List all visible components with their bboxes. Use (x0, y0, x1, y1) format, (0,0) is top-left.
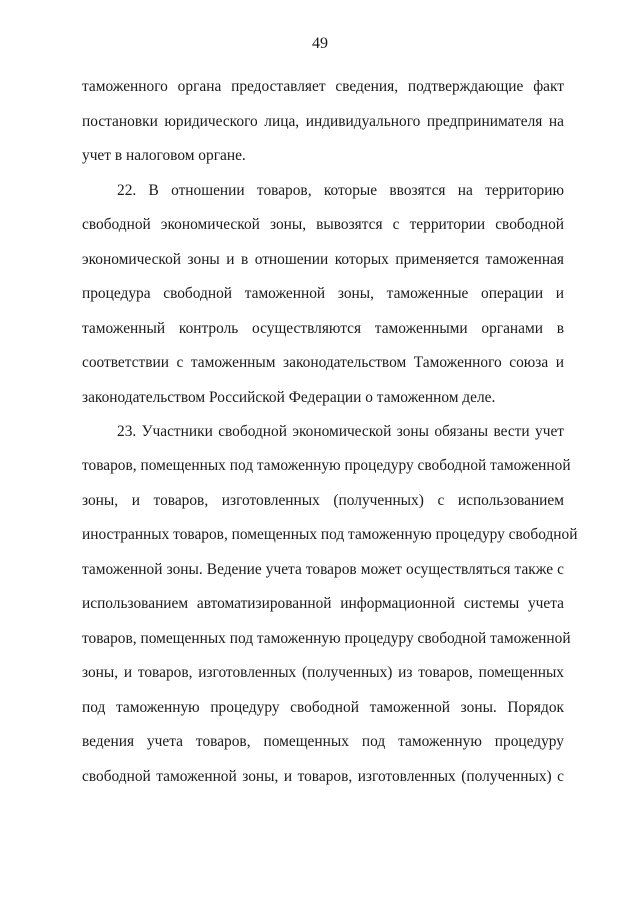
text-line: под таможенную процедуру свободной таможенной зоны. Порядок (82, 699, 564, 716)
text-line: зоны, и товаров, изготовленных (полученных) из товаров, помещенных (82, 664, 564, 681)
text-line: постановки юридического лица, индивидуального предпринимателя на (82, 113, 564, 130)
text-line: процедура свободной таможенной зоны, таможенные операции и (82, 285, 564, 302)
text-line: экономической зоны и в отношении которых применяется таможенная (82, 251, 564, 268)
text-line: учет в налоговом органе. (82, 147, 246, 164)
text-line: свободной таможенной зоны, и товаров, изготовленных (полученных) с (82, 768, 564, 785)
text-line: таможенного органа предоставляет сведения, подтверждающие факт (82, 78, 564, 95)
text-line: использованием автоматизированной информационной системы учета (82, 595, 564, 612)
text-line: зоны, и товаров, изготовленных (полученных) с использованием (82, 492, 564, 509)
text-line: товаров, помещенных под таможенную процедуру свободной таможенной (82, 457, 571, 474)
text-line: 22. В отношении товаров, которые ввозятся на территорию (117, 182, 564, 199)
text-line: свободной экономической зоны, вывозятся с территории свободной (82, 216, 564, 233)
text-line: иностранных товаров, помещенных под таможенную процедуру свободной (82, 526, 578, 543)
text-line: ведения учета товаров, помещенных под таможенную процедуру (82, 733, 564, 750)
page-number: 49 (312, 35, 328, 52)
text-line: таможенный контроль осуществляются таможенными органами в (82, 320, 564, 337)
text-line: товаров, помещенных под таможенную процедуру свободной таможенной (82, 630, 571, 647)
text-line: 23. Участники свободной экономической зоны обязаны вести учет (117, 423, 564, 440)
text-line: законодательством Российской Федерации о таможенном деле. (82, 389, 496, 406)
text-line: таможенной зоны. Ведение учета товаров может осуществляться также с (82, 561, 564, 578)
text-line: соответствии с таможенным законодательством Таможенного союза и (82, 354, 564, 371)
